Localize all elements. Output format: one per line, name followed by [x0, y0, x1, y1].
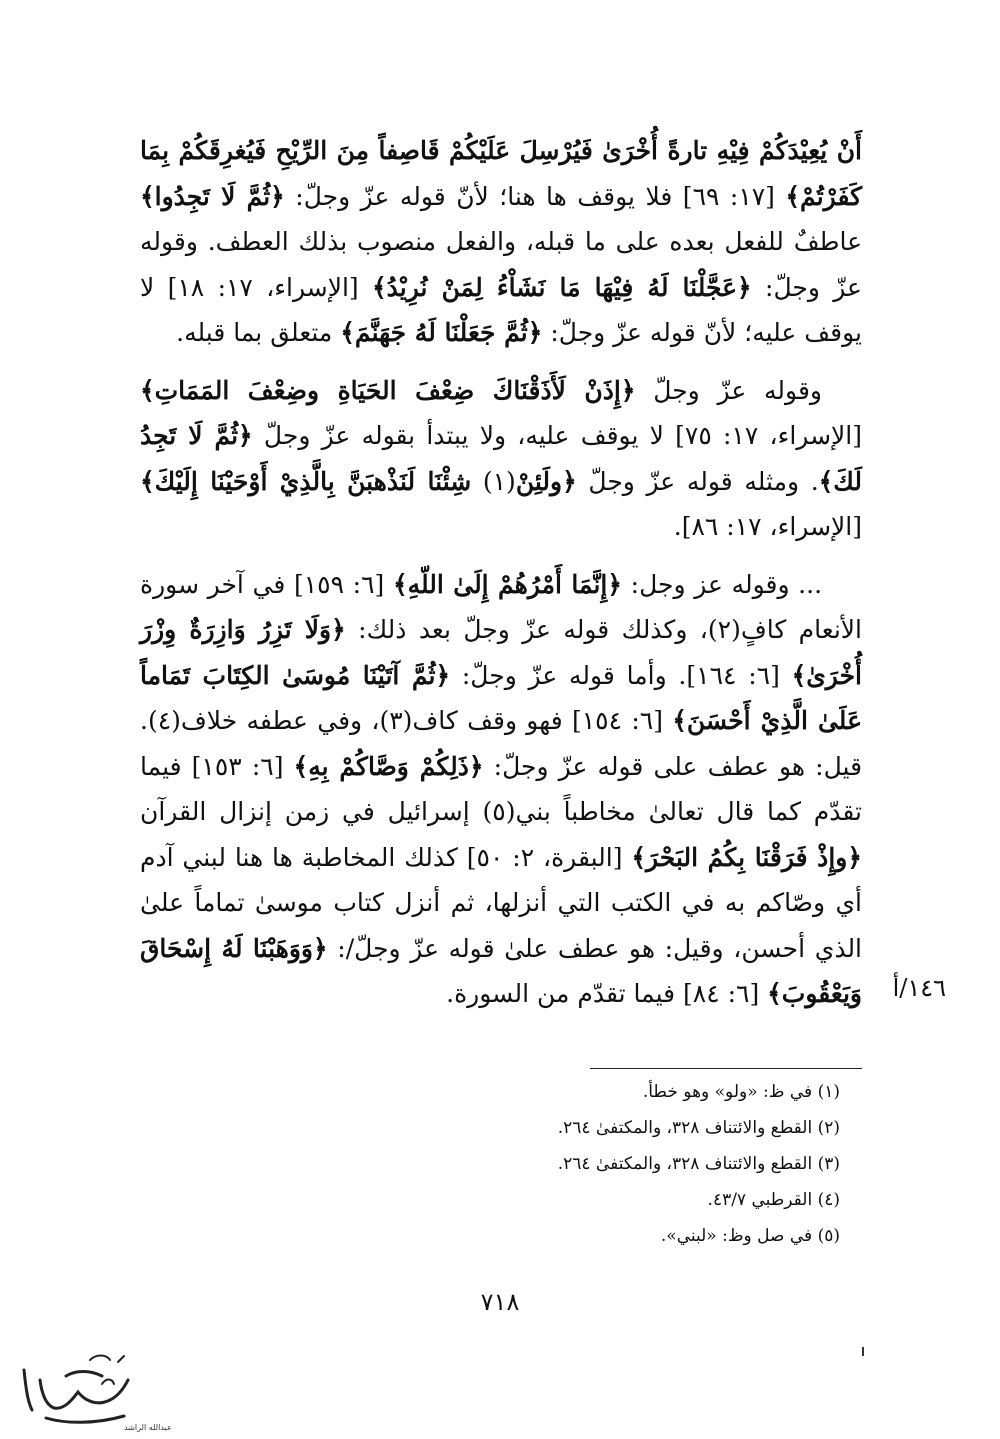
- paragraph-1: [140, 128, 862, 356]
- footnote: (١) في ظ: «ولو» وهو خطأ.: [642, 1082, 840, 1102]
- footnotes: [390, 1074, 840, 1254]
- commentary-text: عاطفٌ للفعل بعده على ما قبله، والفعل منصوب بذلك العطف. وقوله عزّ وجلّ:: [140, 227, 862, 302]
- commentary-text: [البقرة، ٢: ٥٠] كذلك المخاطبة ها هنا لبني آدم أي وصّاكم به في الكتب التي أنزلها، ثم أنزل كتاب موسىٰ تماماً علىٰ الذي أحسن، وقيل: هو عطف علىٰ قوله عزّ وجلّ/:: [140, 842, 863, 963]
- commentary-text: [١٧: ٦٩] فلا يوقف ها هنا؛ لأنّ قوله عزّ وجلّ:: [284, 181, 786, 211]
- footnote-separator: [590, 1068, 862, 1069]
- watermark-subtext: عبدالله الراشد: [124, 1423, 172, 1432]
- paragraph-2: [140, 368, 862, 550]
- quran-quote: ﴿ثُمَّ لَا تَجِدُوا﴾: [140, 181, 285, 211]
- watermark-logo-icon: [6, 1340, 172, 1432]
- footnote: (٣) القطع والائتناف ٣٢٨، والمكتفىٰ ٢٦٤.: [557, 1154, 840, 1174]
- quran-quote: ﴿ثُمَّ جَعَلْنَا لَهُ جَهَنَّمَ﴾: [340, 318, 543, 347]
- margin-tick-mark: [862, 1347, 864, 1356]
- watermark-logo: [6, 1340, 172, 1432]
- commentary-text: . ومثله قوله عزّ وجلّ: [576, 466, 819, 496]
- quran-quote: ﴿عَجَّلْنَا لَهُ فِيْهَا مَا نَشَاْءُ لِمَنْ نُرِيْدُ﴾: [372, 272, 752, 302]
- commentary-text: [٦: ١٥٤] فهو وقف كاف(٣)، وفي عطفه خلاف(٤). قيل: هو عطف على قوله عزّ وجلّ:: [140, 706, 863, 781]
- commentary-text: [٦: ١٥٣] فيما تقدّم كما قال تعالىٰ مخاطباً بني(٥) إسرائيل في زمن إنزال القرآن: [140, 751, 862, 826]
- manuscript-folio-note: ١٤٦/أ: [892, 974, 946, 1002]
- quran-quote: ﴿ثُمَّ آتَيْنَا مُوسَىٰ الكِتَابَ تَمَاماً عَلَىٰ الَّذِيْ أَحْسَنَ﴾: [140, 660, 863, 735]
- quran-quote: ﴿وَلَا تَزِرُ وَازِرَةٌ وِزْرَ أُخْرَىٰ﴾: [140, 615, 862, 690]
- quran-quote: شِئْنَا لَنَذْهبَنَّ بِالَّذِيْ أَوْحَيْنَا إِلَيْكَ﴾: [140, 466, 472, 496]
- commentary-text: [٦: ١٦٤]. وأما قوله عزّ وجلّ:: [450, 660, 792, 690]
- quran-quote: ﴿ذَلِكُمْ وَصَّاكُمْ بِهِ﴾: [293, 751, 484, 781]
- main-text: [140, 128, 862, 1017]
- commentary-text: [الإسراء، ١٧: ١٨] لا يوقف عليه؛ لأنّ قوله عزّ وجلّ:: [140, 272, 862, 347]
- commentary-text: [الإسراء، ١٧: ٧٥] لا يوقف عليه، ولا يبتدأ بقوله عزّ وجلّ: [252, 421, 862, 450]
- commentary-text: [٦: ٨٤] فيما تقدّم من السورة.: [446, 979, 768, 1008]
- quran-quote: ﴿إِذَنْ لَأَذَقْنَاكَ ضِعْفَ الحَيَاةِ وضِعْفَ المَمَاتِ﴾: [140, 375, 636, 405]
- footnote: (٢) القطع والائتناف ٣٢٨، والمكتفىٰ ٢٦٤.: [557, 1118, 840, 1138]
- commentary-text: متعلق بما قبله.: [176, 318, 341, 347]
- commentary-text: ... وقوله عز وجل:: [622, 569, 823, 599]
- footnote: (٤) القرطبي ٤٣/٧.: [707, 1190, 840, 1210]
- commentary-text: (١): [471, 466, 516, 496]
- quran-quote: ﴿إِنَّمَا أَمْرُهُمْ إِلَىٰ اللّهِ﴾: [392, 569, 623, 599]
- quran-quote: أَنْ يُعِيْدَكُمْ فِيْهِ تارةً أُخْرَىٰ فَيُرْسِلَ عَلَيْكُمْ قَاصِفاً مِنَ الرِّيْحِ فَيُغرِقَكُمْ بِمَا كَفَرْتُمْ﴾: [140, 136, 862, 211]
- paragraph-3: [140, 562, 862, 1017]
- footnote: (٥) في صل وظ: «لبني».: [660, 1226, 840, 1246]
- quran-quote: ﴿ثُمَّ لَا تَجِدُ لَكَ﴾: [140, 421, 862, 496]
- page-number: ٧١٨: [480, 1288, 520, 1316]
- commentary-text: [٦: ١٥٩] في آخر سورة الأنعام كافٍ(٢)، وكذلك قوله عزّ وجلّ بعد ذلك:: [140, 569, 862, 644]
- quran-quote: ﴿وَوَهَبْنَا لَهُ إِسْحَاقَ وَيَعْقُوبَ﴾: [140, 933, 862, 1008]
- commentary-text: [الإسراء، ١٧: ٨٦].: [673, 512, 862, 541]
- commentary-text: وقوله عزّ وجلّ: [635, 375, 822, 405]
- quran-quote: ﴿ولَئِنْ: [515, 466, 577, 496]
- quran-quote: ﴿وإِذْ فَرَقْنَا بِكُمُ البَحْرَ﴾: [631, 842, 862, 872]
